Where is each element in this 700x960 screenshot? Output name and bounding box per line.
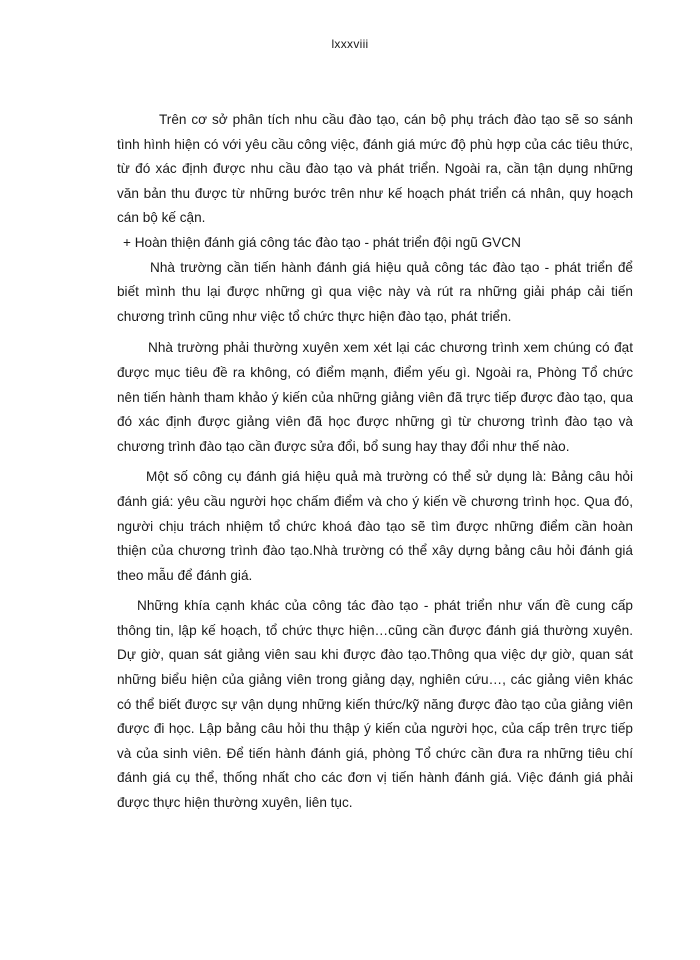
- paragraph-other-aspects: Những khía cạnh khác của công tác đào tạo - phát triển như vấn đề cung cấp thông tin, lập kế hoạch, tổ chức thực hiện…cũng cần được đánh giá thường xuyên. Dự giờ, quan sát giảng viên sau khi được đào tạo.Thông qua việc dự giờ, quan sát những biểu hiện của giảng viên trong giảng dạy, nghiên cứu…, các giảng viên khác có thể biết được sự vận dụng những kiến thức/kỹ năng được đào tạo của giảng viên được đi học. Lập bảng câu hỏi thu thập ý kiến của người học, của cấp trên trực tiếp và của sinh viên. Để tiến hành đánh giá, phòng Tổ chức cần đưa ra những tiêu chí đánh giá cụ thể, thống nhất cho các đơn vị tiến hành đánh giá. Việc đánh giá phải được thực hiện thường xuyên, liên tục.: [117, 598, 633, 811]
- paragraph-training-needs: Trên cơ sở phân tích nhu cầu đào tạo, cán bộ phụ trách đào tạo sẽ so sánh tình hình hiện có với yêu cầu công việc, đánh giá mức độ phù hợp của các tiêu thức, từ đó xác định được nhu cầu đào tạo và phát triển. Ngoài ra, cần tận dụng những văn bản thu được từ những bước trên như kế hoạch phát triển cá nhân, quy hoạch cán bộ kế cận.: [117, 112, 633, 226]
- paragraph-evaluation-tools: Một số công cụ đánh giá hiệu quả mà trường có thể sử dụng là: Bảng câu hỏi đánh giá: yêu cầu người học chấm điểm và cho ý kiến về chương trình học. Qua đó, người chịu trách nhiệm tổ chức khoá đào tạo sẽ tìm được những điểm cần hoàn thiện của chương trình đào tạo.Nhà trường có thể xây dựng bảng câu hỏi đánh giá theo mẫu để đánh giá.: [117, 469, 633, 583]
- page-number: lxxxviii: [331, 37, 369, 51]
- paragraph-evaluate-effectiveness: Nhà trường cần tiến hành đánh giá hiệu quả công tác đào tạo - phát triển để biết mình thu lại được những gì qua việc này và rút ra những giải pháp cải tiến chương trình cũng như việc tổ chức thực hiện đào tạo, phát triển.: [117, 259, 633, 324]
- paragraph-review-programs: Nhà trường phải thường xuyên xem xét lại các chương trình xem chúng có đạt được mục tiêu đề ra không, có điểm mạnh, điểm yếu gì. Ngoài ra, Phòng Tổ chức nên tiến hành tham khảo ý kiến của những giảng viên đã trực tiếp được đào tạo, qua đó xác định được giảng viên đã học được những gì từ chương trình đào tạo và chương trình đào tạo cần được sửa đổi, bổ sung hay thay đổi như thế nào.: [117, 340, 633, 454]
- section-heading-evaluation: + Hoàn thiện đánh giá công tác đào tạo - phát triển đội ngũ GVCN: [123, 234, 521, 250]
- document-body: [117, 108, 633, 816]
